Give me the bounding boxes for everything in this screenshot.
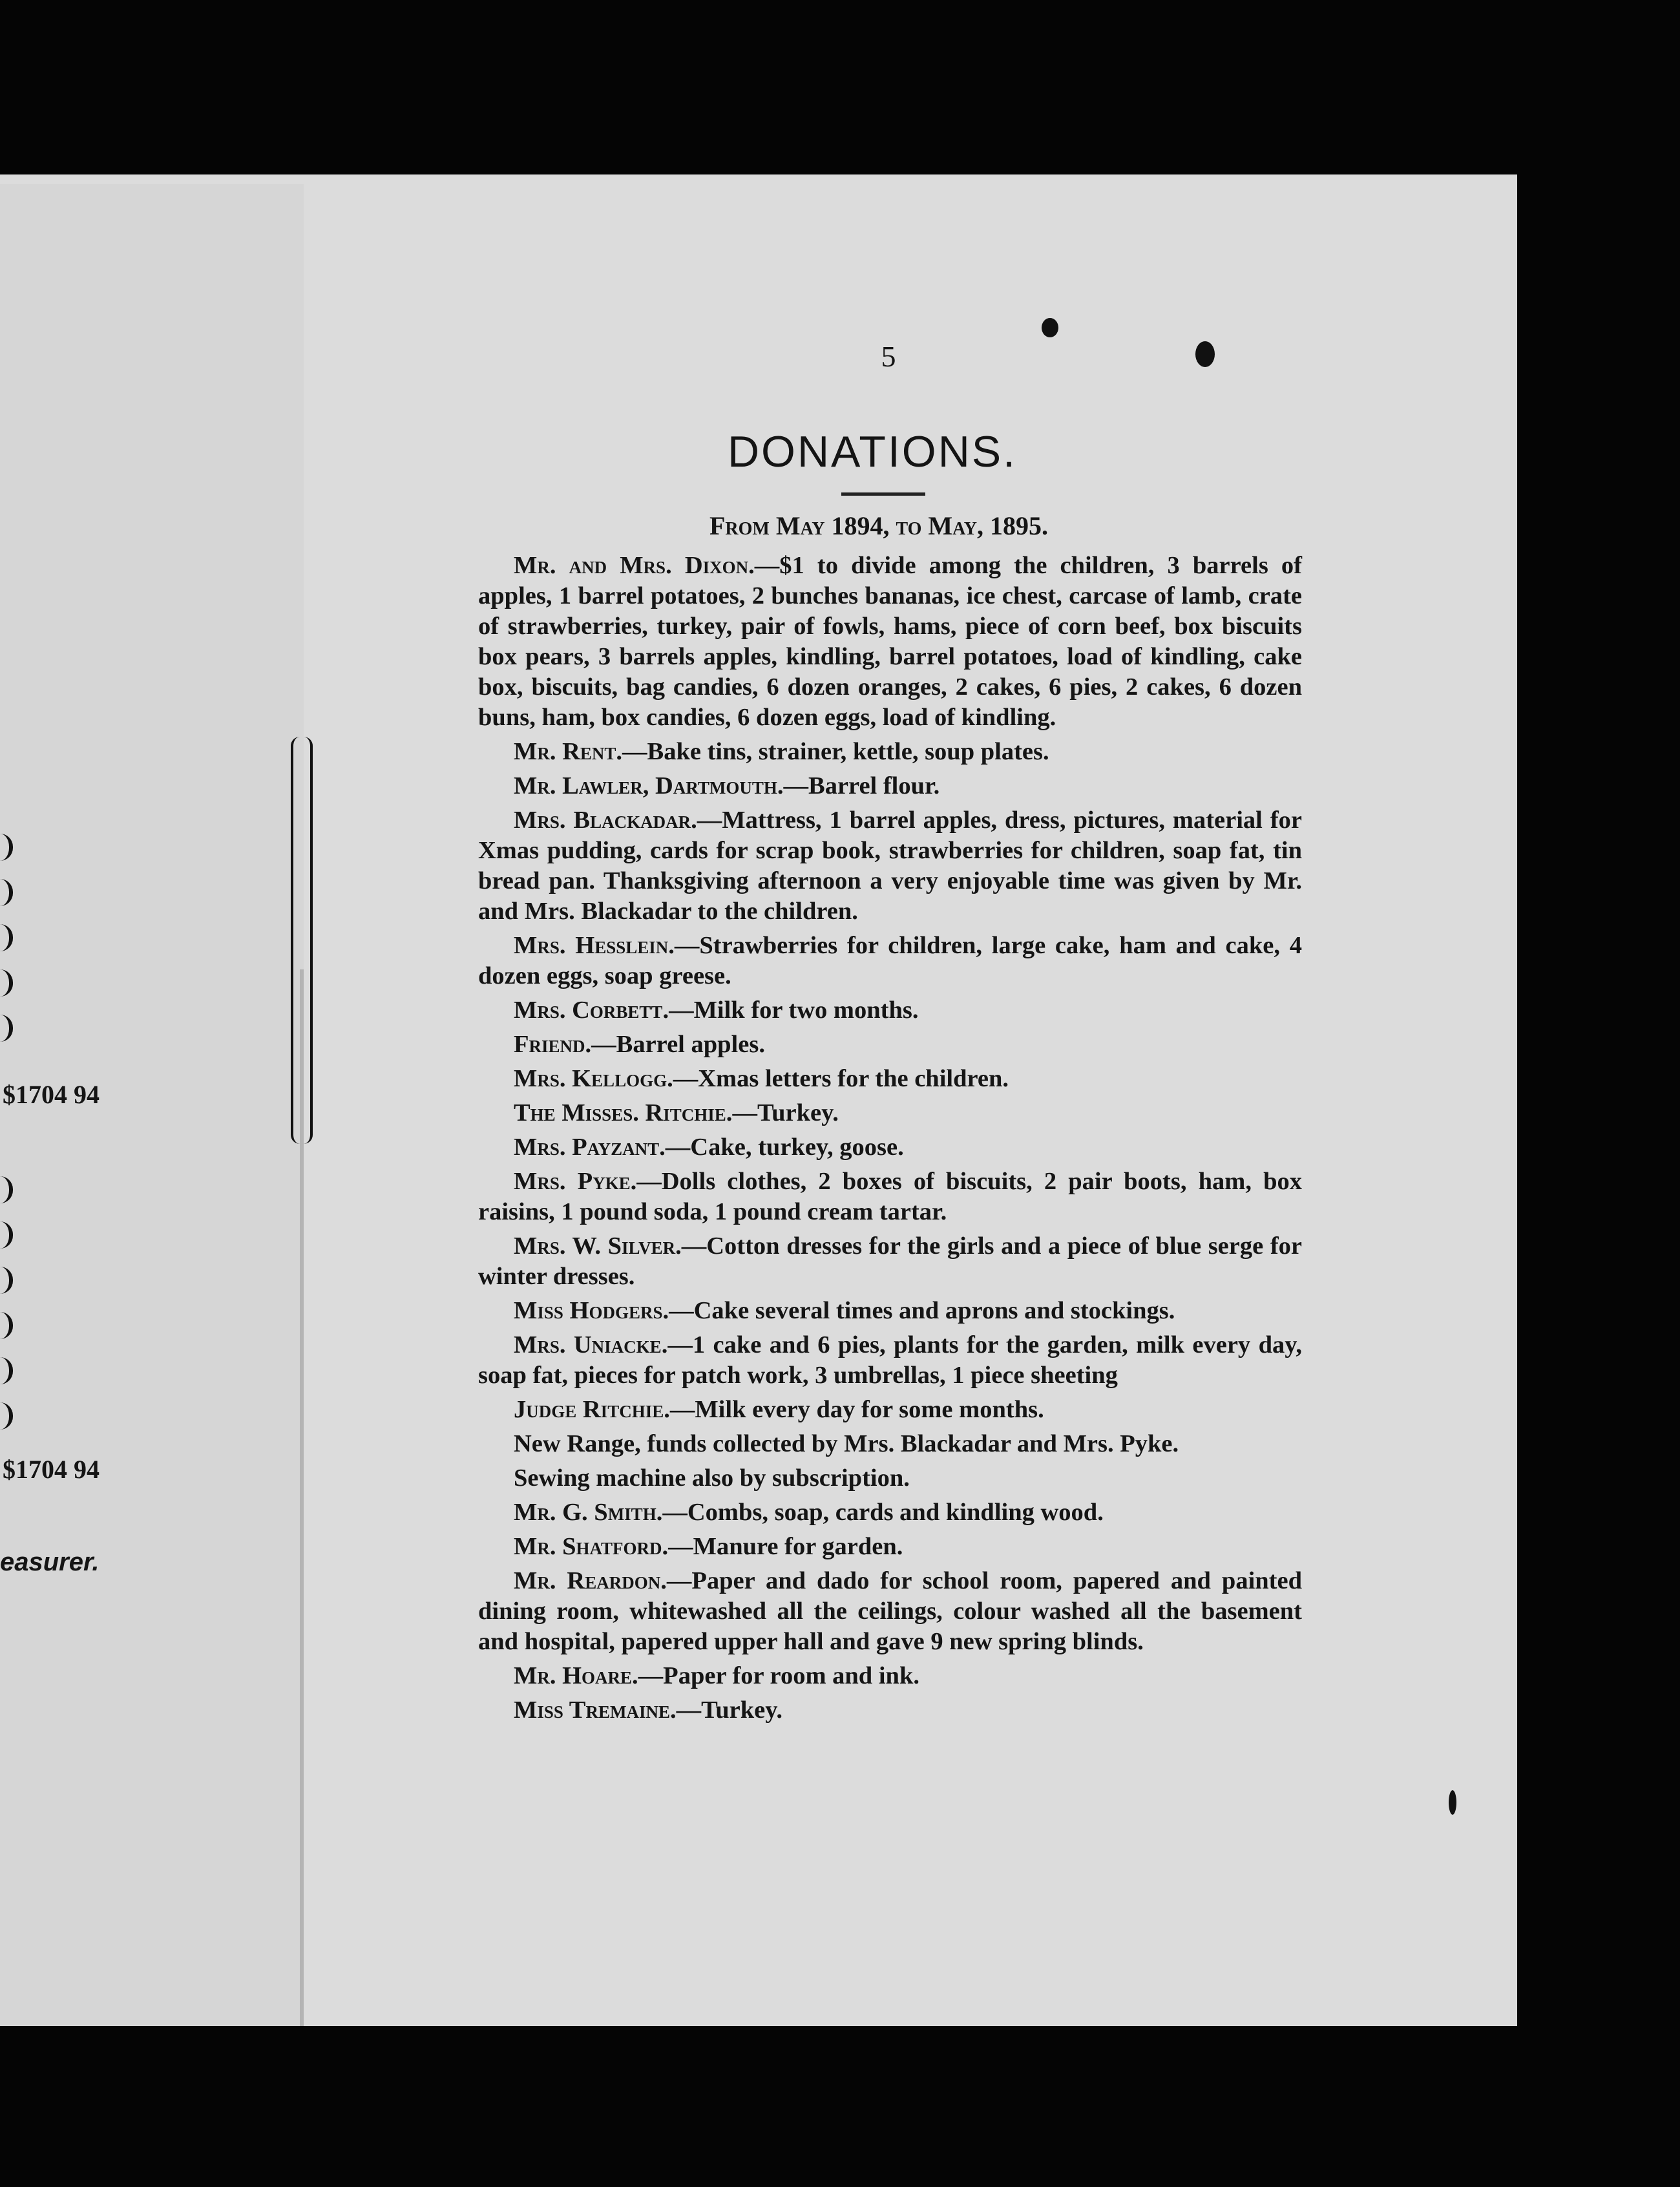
donation-text: New Range, funds collected by Mrs. Blackadar and Mrs. Pyke. xyxy=(514,1430,1179,1457)
donor-name: Mrs. Corbett. xyxy=(514,997,669,1024)
donation-text: —Barrel apples. xyxy=(591,1031,765,1058)
donor-name: The Misses. Ritchie. xyxy=(514,1099,733,1126)
donation-entry xyxy=(478,771,1302,801)
donation-text: Sewing machine also by subscription. xyxy=(514,1464,910,1492)
donation-entry xyxy=(478,1098,1302,1128)
donation-entry xyxy=(478,1661,1302,1691)
donation-entry xyxy=(478,1695,1302,1726)
donation-text: —Milk every day for some months. xyxy=(669,1396,1044,1423)
donor-name: Mrs. Hesslein. xyxy=(514,932,675,959)
donor-name: Mrs. Pyke. xyxy=(514,1168,637,1195)
donation-text: —Dolls clothes, 2 boxes of biscuits, 2 pair boots, ham, box raisins, 1 pound soda, 1 pound cream tartar. xyxy=(478,1168,1302,1225)
title-rule xyxy=(841,492,925,496)
donation-entry xyxy=(478,1296,1302,1326)
donation-text: —Bake tins, strainer, kettle, soup plates. xyxy=(622,738,1049,765)
donation-entry xyxy=(478,1566,1302,1657)
donor-name: Friend. xyxy=(514,1031,592,1058)
donation-text: —Strawberries for children, large cake, ham and cake, 4 dozen eggs, soap greese. xyxy=(478,932,1302,989)
donation-text: —Turkey. xyxy=(732,1099,839,1126)
donor-name: Mrs. Blackadar. xyxy=(514,807,697,834)
date-range: From May 1894, to May, 1895. xyxy=(709,511,1049,540)
donor-name: Mr. Hoare. xyxy=(514,1662,638,1689)
donation-entry xyxy=(478,1532,1302,1562)
donation-text: —Cotton dresses for the girls and a piece of blue serge for winter dresses. xyxy=(478,1232,1302,1290)
donor-name: Mr. Lawler, Dartmouth. xyxy=(514,772,784,799)
page-title: DONATIONS. xyxy=(727,427,1018,476)
donation-entry xyxy=(478,1497,1302,1528)
donation-entry xyxy=(478,1132,1302,1163)
donation-entry xyxy=(478,737,1302,767)
donation-entry xyxy=(478,1167,1302,1227)
donation-entry xyxy=(478,1030,1302,1060)
donation-text: —Turkey. xyxy=(676,1696,783,1724)
donation-text: —Manure for garden. xyxy=(668,1533,903,1560)
donation-list xyxy=(478,551,1302,1729)
donation-entry xyxy=(478,1463,1302,1494)
donor-name: Mrs. W. Silver. xyxy=(514,1232,682,1260)
left-amount-total-2: $1704 94 xyxy=(3,1455,100,1484)
donation-entry xyxy=(478,1064,1302,1094)
donation-text: —Paper for room and ink. xyxy=(638,1662,919,1689)
donor-name: Miss Hodgers. xyxy=(514,1297,669,1324)
left-amount-total: $1704 94 xyxy=(3,1080,100,1109)
donation-text: —Cake, turkey, goose. xyxy=(665,1134,904,1161)
donor-name: Mrs. Payzant. xyxy=(514,1134,666,1161)
donor-name: Mr. Shatford. xyxy=(514,1533,669,1560)
donation-entry xyxy=(478,1395,1302,1425)
bracket-mark xyxy=(291,737,313,1144)
donation-text: —Cake several times and aprons and stockings. xyxy=(669,1297,1175,1324)
donation-entry xyxy=(478,1231,1302,1292)
donation-text: —Paper and dado for school room, papered and painted dining room, whitewashed all the ceilings, colour washed all the basement and hospital, papered upper hall and gave 9 new spring blinds. xyxy=(478,1567,1302,1655)
donation-entry xyxy=(478,1330,1302,1391)
donor-name: Mrs. Kellogg. xyxy=(514,1065,673,1092)
donation-entry xyxy=(478,931,1302,991)
donor-name: Mr. and Mrs. Dixon. xyxy=(514,552,755,579)
donation-text: —Combs, soap, cards and kindling wood. xyxy=(662,1499,1104,1526)
donation-entry xyxy=(478,551,1302,733)
ink-speck xyxy=(1042,318,1058,337)
donor-name: Mrs. Uniacke. xyxy=(514,1331,668,1358)
ink-speck xyxy=(1195,341,1215,367)
donation-text: —Xmas letters for the children. xyxy=(673,1065,1009,1092)
donation-entry xyxy=(478,1429,1302,1459)
ink-speck xyxy=(1449,1790,1456,1815)
donor-name: Mr. G. Smith. xyxy=(514,1499,663,1526)
donor-name: Miss Tremaine. xyxy=(514,1696,677,1724)
donation-entry xyxy=(478,995,1302,1026)
donor-name: Mr. Rent. xyxy=(514,738,623,765)
page-number: 5 xyxy=(881,340,896,373)
donation-text: —Mattress, 1 barrel apples, dress, pictures, material for Xmas pudding, cards for scrap book, strawberries for children, soap fat, tin bread pan. Thanksgiving afternoon a very enjoyable time was given by Mr. and Mrs. Blackadar to the children. xyxy=(478,807,1302,925)
donation-text: —1 cake and 6 pies, plants for the garden, milk every day, soap fat, pieces for patch work, 3 umbrellas, 1 piece sheeting xyxy=(478,1331,1302,1389)
treasurer-label: easurer. xyxy=(0,1548,100,1576)
donor-name: Mr. Reardon. xyxy=(514,1567,667,1594)
donation-text: —$1 to divide among the children, 3 barrels of apples, 1 barrel potatoes, 2 bunches bananas, ice chest, carcase of lamb, crate of strawberries, turkey, pair of fowls, hams, piece of corn beef, box biscuits box pears, 3 barrels apples, kindling, barrel potatoes, load of kindling, cake box, biscuits, bag candies, 6 dozen oranges, 2 cakes, 6 pies, 2 cakes, 6 dozen buns, ham, box candies, 6 dozen eggs, load of kindling. xyxy=(478,552,1302,731)
donation-text: —Barrel flour. xyxy=(783,772,940,799)
donor-name: Judge Ritchie. xyxy=(514,1396,670,1423)
donation-text: —Milk for two months. xyxy=(669,997,919,1024)
donation-entry xyxy=(478,805,1302,927)
